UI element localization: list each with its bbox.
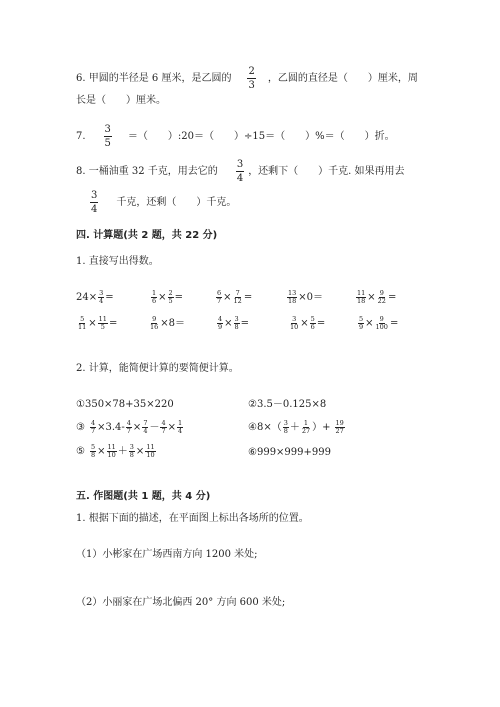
fraction-numerator: 3 xyxy=(283,419,288,427)
fraction-numerator: 4 xyxy=(126,419,131,427)
fraction-denominator: 10 xyxy=(290,323,299,331)
fraction-numerator: 9 xyxy=(379,315,384,323)
section-5-heading: 五. 作图题(共 1 题，共 4 分) xyxy=(76,491,211,502)
fraction-denominator: 5 xyxy=(100,323,105,331)
oral-text: 24× xyxy=(76,292,98,303)
oral-equals: = xyxy=(105,292,114,303)
oral-fraction xyxy=(358,316,364,331)
fraction-numerator: 11 xyxy=(98,315,107,323)
oral-fraction xyxy=(310,316,316,331)
calc-fraction xyxy=(160,420,166,435)
oral-fraction xyxy=(77,316,87,331)
section-4-question-1: 1. 直接写出得数。 xyxy=(76,256,159,267)
q6-fraction xyxy=(247,66,255,91)
fraction-denominator: 9 xyxy=(218,323,223,331)
oral-calc-10 xyxy=(357,316,398,331)
fraction-denominator: 27 xyxy=(335,427,344,435)
oral-calc-4 xyxy=(286,290,323,305)
q7-text: ＝（ ）:20＝（ ）÷15＝（ ）%＝（ ）折。 xyxy=(127,131,395,142)
calc-text: － xyxy=(149,422,160,433)
calc-number: ③ xyxy=(76,422,85,433)
fraction-denominator: 6 xyxy=(152,297,157,305)
calc-number: ⑤ xyxy=(76,446,85,457)
fraction-denominator: 4 xyxy=(91,204,98,215)
fraction-denominator: 18 xyxy=(357,297,366,305)
q8-fraction-1 xyxy=(236,159,244,184)
fraction-denominator: 10 xyxy=(107,451,116,459)
fraction-numerator: 1 xyxy=(177,419,183,427)
calc-text: ④8×（ xyxy=(248,422,282,433)
calc-text: × xyxy=(135,446,145,457)
fraction-numerator: 13 xyxy=(288,289,297,297)
oral-fraction xyxy=(289,316,299,331)
calc-fraction xyxy=(301,420,311,435)
fraction-numerator: 7 xyxy=(235,289,240,297)
calc-text: ×3.4- xyxy=(97,422,125,433)
calc-fraction xyxy=(145,444,155,459)
fraction-denominator: 8 xyxy=(129,451,134,459)
fraction-denominator: 9 xyxy=(359,323,364,331)
q7-fraction xyxy=(104,124,112,149)
section-5-item-2: （2）小丽家在广场北偏西 20° 方向 600 米处; xyxy=(76,597,286,608)
calc-text: ＋ xyxy=(289,422,300,433)
oral-operator: ×8＝ xyxy=(160,318,186,329)
section-4-question-2: 2. 计算，能简便计算的要简便计算。 xyxy=(76,363,239,374)
fraction-denominator: 8 xyxy=(234,323,239,331)
fraction-denominator: 12 xyxy=(233,297,242,305)
fraction-denominator: 4 xyxy=(143,427,148,435)
fraction-numerator: 11 xyxy=(146,443,155,451)
oral-fraction xyxy=(377,290,387,305)
fraction-denominator: 16 xyxy=(150,323,159,331)
fraction-numerator: 5 xyxy=(310,315,315,323)
fraction-numerator: 5 xyxy=(90,443,96,451)
fraction-numerator: 19 xyxy=(335,419,344,427)
fraction-denominator: 27 xyxy=(301,427,311,435)
oral-fraction xyxy=(216,290,222,305)
oral-fraction xyxy=(98,316,108,331)
fraction-denominator: 11 xyxy=(78,323,87,331)
fraction-numerator: 2 xyxy=(168,289,173,297)
fraction-numerator: 11 xyxy=(357,289,366,297)
calc-fraction xyxy=(335,420,345,435)
oral-calc-9 xyxy=(288,316,325,331)
fraction-denominator: 22 xyxy=(377,297,386,305)
fraction-numerator: 7 xyxy=(143,419,148,427)
oral-fraction xyxy=(375,316,389,331)
fraction-denominator: 100 xyxy=(375,323,388,331)
fraction-numerator: 3 xyxy=(99,289,104,297)
fraction-denominator: 7 xyxy=(217,297,222,305)
calc-item-2: ②3.5－0.125×8 xyxy=(248,399,327,410)
q8-text-a: 8. 一桶油重 32 千克，用去它的 xyxy=(76,166,218,177)
oral-fraction xyxy=(287,290,297,305)
oral-operator: × xyxy=(223,292,232,303)
oral-operator: × xyxy=(365,318,374,329)
oral-fraction xyxy=(217,316,223,331)
section-5-question-1: 1. 根据下面的描述，在平面图上标出各场所的位置。 xyxy=(76,513,309,524)
fraction-denominator: 4 xyxy=(236,173,244,184)
fraction-numerator: 4 xyxy=(90,419,96,427)
calc-text: ）+ xyxy=(312,422,331,433)
oral-operator: ×0＝ xyxy=(298,292,324,303)
fraction-numerator: 3 xyxy=(292,315,297,323)
fraction-denominator: 4 xyxy=(177,427,183,435)
calc-fraction xyxy=(90,444,96,459)
fraction-numerator: 1 xyxy=(303,419,309,427)
question-8-line-1 xyxy=(76,159,405,184)
fraction-numerator: 6 xyxy=(217,289,222,297)
oral-fraction xyxy=(233,290,243,305)
question-6-line-2: 长是（ ）厘米。 xyxy=(76,95,166,106)
oral-fraction xyxy=(168,290,174,305)
fraction-numerator: 2 xyxy=(248,66,255,77)
fraction-numerator: 3 xyxy=(104,124,111,135)
q6-text-b: ，乙圆的直径是（ ）厘米，周 xyxy=(267,73,418,84)
oral-equals: = xyxy=(174,292,184,303)
oral-equals: = xyxy=(243,292,253,303)
fraction-denominator: 4 xyxy=(99,297,104,305)
calc-item-1: ①350×78+35×220 xyxy=(76,399,174,410)
fraction-numerator: 3 xyxy=(129,443,134,451)
calc-text: × xyxy=(132,422,142,433)
calc-item-4 xyxy=(248,420,346,435)
oral-calc-3 xyxy=(215,290,252,305)
oral-fraction xyxy=(151,290,157,305)
fraction-numerator: 3 xyxy=(236,159,244,170)
fraction-denominator: 5 xyxy=(168,297,173,305)
q8-text-c: 千克，还剩（ ）千克。 xyxy=(116,197,237,208)
calc-fraction xyxy=(107,444,117,459)
calc-item-3 xyxy=(76,420,184,435)
fraction-denominator: 8 xyxy=(90,451,96,459)
oral-equals: = xyxy=(387,292,397,303)
fraction-numerator: 4 xyxy=(161,419,166,427)
question-6-line-1 xyxy=(76,66,418,91)
oral-operator: × xyxy=(367,292,376,303)
calc-text: × xyxy=(167,422,176,433)
fraction-numerator: 9 xyxy=(379,289,384,297)
q6-text-a: 6. 甲圆的半径是 6 厘米，是乙圆的 xyxy=(76,73,232,84)
oral-operator: × xyxy=(88,318,97,329)
fraction-numerator: 3 xyxy=(91,190,98,201)
fraction-numerator: 1 xyxy=(152,289,157,297)
oral-calc-5 xyxy=(355,290,396,305)
oral-operator: × xyxy=(300,318,309,329)
calc-item-5 xyxy=(76,444,157,459)
fraction-denominator: 7 xyxy=(161,427,166,435)
fraction-numerator: 5 xyxy=(359,315,364,323)
fraction-denominator: 5 xyxy=(104,138,111,149)
calc-fraction xyxy=(129,444,135,459)
oral-equals: = xyxy=(240,318,250,329)
calc-item-6: ⑥999×999+999 xyxy=(248,447,331,458)
oral-fraction xyxy=(234,316,240,331)
oral-equals: = xyxy=(316,318,326,329)
calc-fraction xyxy=(142,420,148,435)
q8-text-b: ，还剩下（ ）千克. 如果再用去 xyxy=(248,166,405,177)
oral-equals: = xyxy=(389,318,399,329)
fraction-denominator: 3 xyxy=(248,80,255,91)
fraction-denominator: 8 xyxy=(283,427,288,435)
section-5-item-1: （1）小彬家在广场西南方向 1200 米处; xyxy=(76,549,258,560)
fraction-numerator: 11 xyxy=(107,443,116,451)
calc-text: ＋ xyxy=(117,446,128,457)
q8-fraction-2 xyxy=(90,190,98,215)
fraction-denominator: 7 xyxy=(126,427,131,435)
oral-operator: × xyxy=(158,292,167,303)
section-4-heading: 四. 计算题(共 2 题，共 22 分) xyxy=(76,230,218,241)
calc-fraction xyxy=(126,420,132,435)
oral-fraction xyxy=(356,290,366,305)
oral-calc-6 xyxy=(76,316,117,331)
oral-calc-7 xyxy=(148,316,185,331)
fraction-numerator: 9 xyxy=(152,315,157,323)
oral-operator: × xyxy=(224,318,233,329)
calc-fraction xyxy=(283,420,289,435)
fraction-denominator: 7 xyxy=(90,427,96,435)
oral-equals: = xyxy=(108,318,118,329)
calc-fraction xyxy=(90,420,96,435)
fraction-numerator: 5 xyxy=(80,315,85,323)
oral-calc-1 xyxy=(76,290,114,305)
calc-fraction xyxy=(177,420,183,435)
question-8-line-2 xyxy=(88,190,236,215)
calc-text: × xyxy=(97,446,106,457)
fraction-numerator: 3 xyxy=(234,315,239,323)
fraction-numerator: 4 xyxy=(218,315,223,323)
oral-calc-2 xyxy=(150,290,183,305)
q7-number: 7. xyxy=(76,131,86,142)
fraction-denominator: 6 xyxy=(310,323,315,331)
oral-calc-8 xyxy=(216,316,249,331)
oral-fraction xyxy=(98,290,104,305)
fraction-denominator: 10 xyxy=(146,451,155,459)
oral-fraction xyxy=(149,316,159,331)
fraction-denominator: 18 xyxy=(288,297,297,305)
question-7 xyxy=(76,124,395,149)
